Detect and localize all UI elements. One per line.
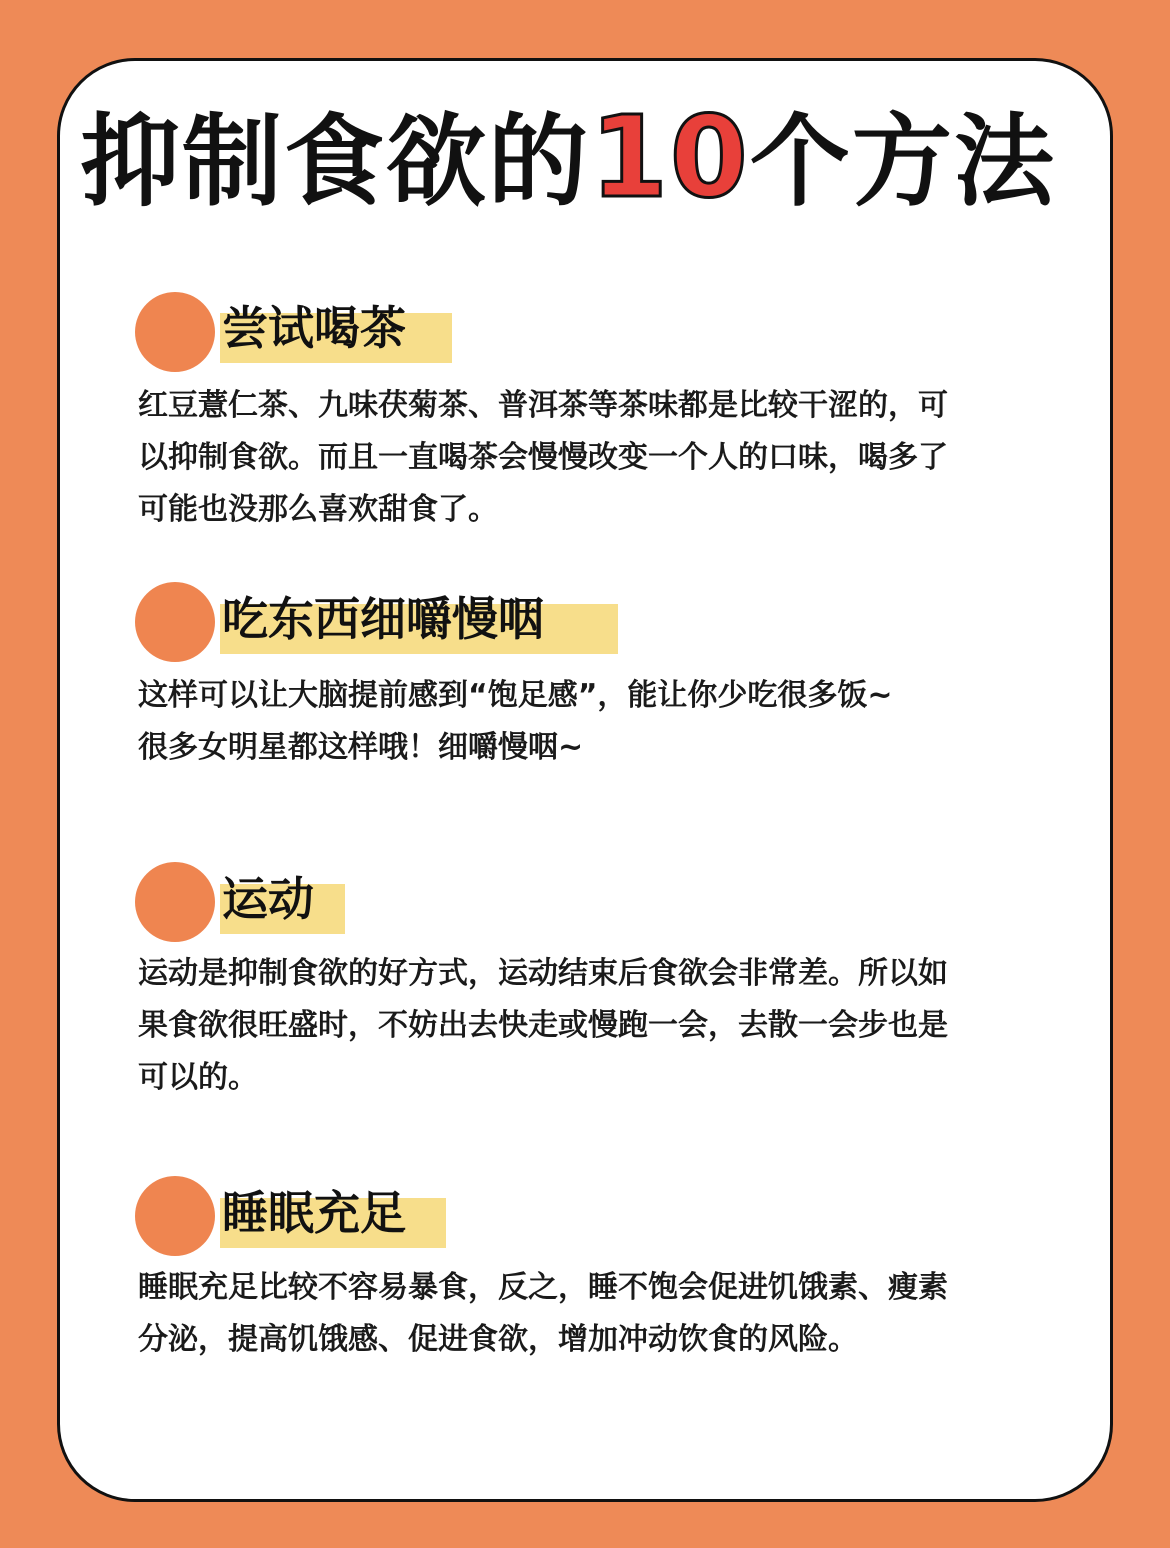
- section-heading: 尝试喝茶: [222, 301, 406, 355]
- title-suffix: 个方法: [749, 103, 1056, 220]
- bullet-dot-icon: [135, 1176, 215, 1256]
- section-body: 红豆薏仁茶、九味茯菊茶、普洱茶等茶味都是比较干涩的，可 以抑制食欲。而且一直喝茶会慢慢改变一个人的口味，喝多了 可能也没那么喜欢甜食了。: [138, 388, 948, 527]
- section-heading: 睡眠充足: [222, 1186, 406, 1240]
- section-heading: 运动: [222, 872, 314, 926]
- title-prefix: 抑制食欲的: [80, 103, 590, 220]
- bullet-dot-icon: [135, 292, 215, 372]
- bullet-dot-icon: [135, 582, 215, 662]
- page-title: [80, 88, 1110, 228]
- section-heading: 吃东西细嚼慢咽: [222, 592, 544, 646]
- section-body: 睡眠充足比较不容易暴食，反之，睡不饱会促进饥饿素、瘦素 分泌，提高饥饿感、促进食欲，增加冲动饮食的风险。: [138, 1270, 948, 1357]
- bullet-dot-icon: [135, 862, 215, 942]
- section-body: 运动是抑制食欲的好方式，运动结束后食欲会非常差。所以如 果食欲很旺盛时，不妨出去快走或慢跑一会，去散一会步也是 可以的。: [138, 956, 948, 1095]
- title-number: 10: [590, 93, 750, 223]
- section-body: 这样可以让大脑提前感到“饱足感”，能让你少吃很多饭~ 很多女明星都这样哦！细嚼慢咽~: [138, 678, 893, 765]
